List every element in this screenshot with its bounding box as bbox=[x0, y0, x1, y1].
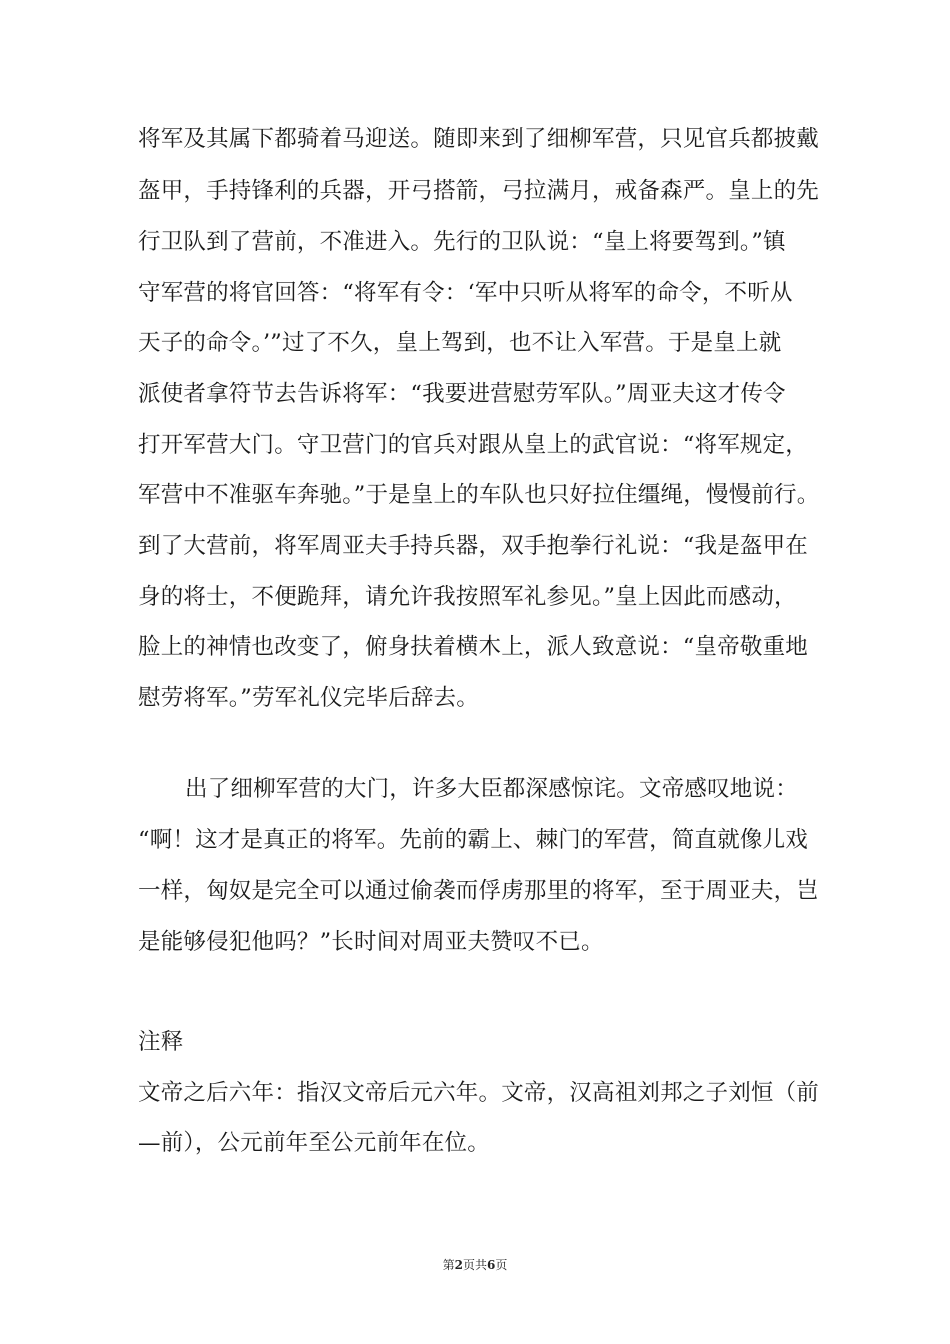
text-line: 身的将士，不便跪拜，请允许我按照军礼参见。”皇上因此而感动， bbox=[138, 584, 797, 610]
footer-suffix: 页 bbox=[495, 1258, 508, 1272]
text-line: 将军及其属下都骑着马迎送。随即来到了细柳军营，只见官兵都披戴 bbox=[138, 126, 820, 152]
footer-middle: 页共 bbox=[462, 1258, 487, 1272]
text-line: 出了细柳军营的大门，许多大臣都深感惊诧。文帝感叹地说： bbox=[185, 776, 798, 802]
text-line: 军营中不准驱车奔驰。”于是皇上的车队也只好拉住缰绳，慢慢前行。 bbox=[138, 482, 820, 508]
notes-heading: 注释 bbox=[138, 1029, 184, 1055]
text-line: 打开军营大门。守卫营门的官兵对跟从皇上的武官说：“将军规定， bbox=[138, 432, 809, 458]
current-page-number: 2 bbox=[454, 1258, 463, 1272]
text-line: 一样，匈奴是完全可以通过偷袭而俘虏那里的将军，至于周亚夫，岂 bbox=[138, 878, 820, 904]
text-line: 文帝之后六年：指汉文帝后元六年。文帝，汉高祖刘邦之子刘恒（前 bbox=[138, 1080, 820, 1106]
text-line: 天子的命令。’”过了不久，皇上驾到，也不让入军营。于是皇上就 bbox=[138, 330, 782, 356]
text-line: —前），公元前年至公元前年在位。 bbox=[138, 1130, 490, 1156]
text-line: 到了大营前，将军周亚夫手持兵器，双手抱拳行礼说：“我是盔甲在 bbox=[138, 533, 809, 559]
text-line: 是能够侵犯他吗？”长时间对周亚夫赞叹不已。 bbox=[138, 929, 604, 955]
text-line: 派使者拿符节去告诉将军：“我要进营慰劳军队。”周亚夫这才传令 bbox=[138, 381, 786, 407]
text-line: 守军营的将官回答：“将军有令：‘军中只听从将军的命令，不听从 bbox=[138, 280, 793, 306]
footer-prefix: 第 bbox=[442, 1258, 455, 1272]
page-footer bbox=[0, 1257, 950, 1273]
total-pages-number: 6 bbox=[487, 1258, 496, 1272]
text-line: 行卫队到了营前，不准进入。先行的卫队说：“皇上将要驾到。”镇 bbox=[138, 229, 786, 255]
text-line: 慰劳将军。”劳军礼仪完毕后辞去。 bbox=[138, 685, 479, 711]
text-line: 盔甲，手持锋利的兵器，开弓搭箭，弓拉满月，戒备森严。皇上的先 bbox=[138, 178, 820, 204]
text-line: 脸上的神情也改变了，俯身扶着横木上，派人致意说：“皇帝敬重地 bbox=[138, 634, 809, 660]
text-line: “啊！这才是真正的将军。先前的霸上、棘门的军营，简直就像儿戏 bbox=[138, 827, 809, 853]
